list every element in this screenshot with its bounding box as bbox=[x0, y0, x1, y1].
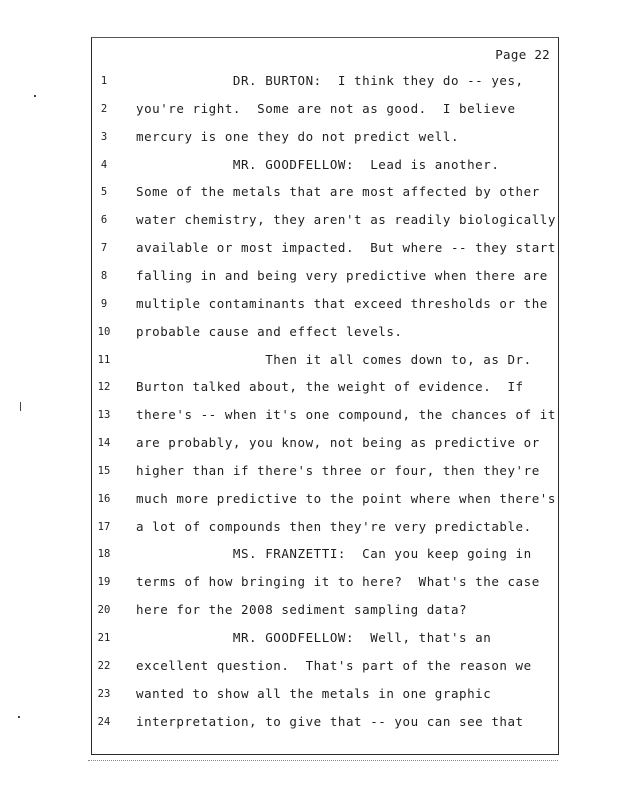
line-number: 17 bbox=[97, 520, 111, 533]
line-number: 15 bbox=[97, 464, 111, 477]
line-number: 11 bbox=[97, 353, 111, 366]
transcript-line: MR. GOODFELLOW: Lead is another. bbox=[136, 156, 500, 172]
transcript-line: DR. BURTON: I think they do -- yes, bbox=[136, 73, 524, 88]
transcript-line: higher than if there's three or four, then they're bbox=[136, 462, 540, 478]
transcript-line: wanted to show all the metals in one graphic bbox=[136, 685, 492, 701]
line-number: 6 bbox=[100, 214, 108, 227]
transcript-line: multiple contaminants that exceed thresholds or the bbox=[136, 295, 548, 311]
transcript-line: mercury is one they do not predict well. bbox=[136, 128, 460, 144]
footer-rule bbox=[88, 760, 558, 761]
line-number: 18 bbox=[97, 548, 111, 561]
line-number: 13 bbox=[97, 409, 111, 422]
transcript-line: MR. GOODFELLOW: Well, that's an bbox=[136, 630, 492, 645]
transcript-line: available or most impacted. But where -- they start bbox=[136, 240, 556, 256]
transcript-line: here for the 2008 sediment sampling data? bbox=[136, 602, 468, 618]
line-number: 22 bbox=[97, 659, 111, 672]
line-number: 2 bbox=[100, 102, 108, 115]
line-number: 4 bbox=[100, 158, 108, 171]
line-number: 5 bbox=[100, 186, 108, 199]
line-number: 19 bbox=[97, 576, 111, 589]
line-number: 24 bbox=[97, 715, 111, 728]
transcript-line: a lot of compounds then they're very predictable. bbox=[136, 518, 532, 534]
transcript-line: terms of how bringing it to here? What's the case bbox=[136, 574, 540, 590]
transcript-line: Burton talked about, the weight of evidence. If bbox=[136, 379, 524, 395]
transcript-line: Then it all comes down to, as Dr. bbox=[136, 351, 532, 367]
line-number: 21 bbox=[97, 632, 111, 644]
line-number: 8 bbox=[100, 269, 108, 282]
transcript-line: interpretation, to give that -- you can see that bbox=[136, 713, 524, 729]
scan-speck bbox=[34, 95, 36, 97]
scan-speck bbox=[20, 402, 21, 411]
line-number: 12 bbox=[97, 381, 111, 394]
transcript-line: probable cause and effect levels. bbox=[136, 323, 403, 339]
transcript-line: falling in and being very predictive when there are bbox=[136, 267, 548, 283]
transcript-line: water chemistry, they aren't as readily biologically bbox=[136, 212, 556, 228]
line-number: 14 bbox=[97, 437, 111, 450]
line-number: 23 bbox=[97, 687, 111, 700]
line-number: 1 bbox=[100, 75, 108, 87]
line-number: 20 bbox=[97, 604, 111, 617]
page-number: Page 22 bbox=[495, 47, 550, 62]
transcript-line: are probably, you know, not being as predictive or bbox=[136, 435, 540, 451]
scan-speck bbox=[18, 716, 20, 718]
line-number: 7 bbox=[100, 242, 108, 255]
line-number: 9 bbox=[100, 297, 108, 310]
transcript-line: excellent question. That's part of the reason we bbox=[136, 657, 532, 673]
line-number: 10 bbox=[97, 325, 111, 338]
transcript-line: you're right. Some are not as good. I believe bbox=[136, 100, 516, 116]
line-number: 3 bbox=[100, 130, 108, 143]
line-number: 16 bbox=[97, 492, 111, 505]
transcript-line: MS. FRANZETTI: Can you keep going in bbox=[136, 546, 532, 562]
transcript-page-frame bbox=[91, 37, 559, 755]
transcript-line: Some of the metals that are most affected by other bbox=[136, 184, 540, 200]
transcript-line: there's -- when it's one compound, the chances of it bbox=[136, 407, 556, 423]
transcript-line: much more predictive to the point where when there's bbox=[136, 490, 556, 506]
